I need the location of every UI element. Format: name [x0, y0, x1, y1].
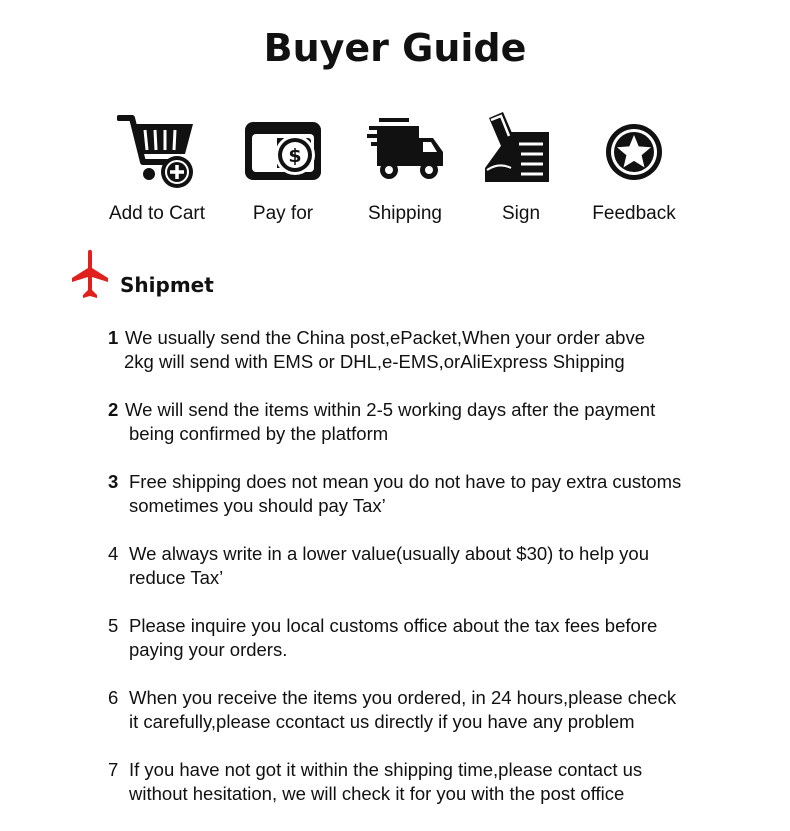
item-text-line2: being confirmed by the platform — [129, 423, 389, 444]
item-text-line1: If you have not got it within the shipping time,please contact us — [129, 759, 643, 780]
item-text-line2: sometimes you should pay Tax’ — [129, 495, 386, 516]
step-feedback — [569, 110, 699, 240]
shopping-cart-add-icon — [117, 110, 197, 190]
step-label: Pay for — [252, 203, 314, 224]
star-badge-icon — [594, 110, 674, 190]
item-text-line1: Free shipping does not mean you do not have to pay extra customs — [129, 471, 682, 492]
item-text-line1: We usually send the China post,ePacket,When your order abve — [125, 327, 646, 348]
item-text-line2: 2kg will send with EMS or DHL,e-EMS,orAliExpress Shipping — [124, 351, 625, 372]
item-text-line1: When you receive the items you ordered, in 24 hours,please check — [129, 687, 677, 708]
signature-document-icon — [481, 110, 561, 190]
item-number: 1 — [108, 327, 119, 348]
step-pay-for — [218, 110, 348, 240]
item-number: 6 — [108, 687, 119, 708]
step-label: Sign — [501, 203, 541, 224]
item-number: 3 — [108, 471, 119, 492]
section-heading — [70, 248, 470, 304]
airplane-icon — [70, 248, 110, 304]
item-text-line1: Please inquire you local customs office about the tax fees before — [129, 615, 658, 636]
item-text-line2: reduce Tax’ — [129, 567, 224, 588]
page-title: Buyer Guide — [263, 26, 527, 70]
step-label: Shipping — [368, 203, 442, 224]
item-text-line2: without hesitation, we will check it for you with the post office — [129, 783, 625, 804]
delivery-truck-icon — [365, 110, 445, 190]
item-number: 5 — [108, 615, 119, 636]
item-text-line1: We always write in a lower value(usually about $30) to help you — [129, 543, 649, 564]
step-shipping — [340, 110, 470, 240]
buyer-steps — [0, 110, 790, 240]
item-text-line2: paying your orders. — [129, 639, 288, 660]
item-number: 4 — [108, 543, 119, 564]
step-label: Add to Cart — [108, 203, 206, 224]
step-sign — [456, 110, 586, 240]
step-add-to-cart — [92, 110, 222, 240]
section-title: Shipmet — [120, 273, 214, 297]
item-text-line1: We will send the items within 2-5 working days after the payment — [125, 399, 656, 420]
svg-text:$: $ — [288, 145, 302, 167]
item-number: 2 — [108, 399, 119, 420]
step-label: Feedback — [592, 203, 676, 224]
item-number: 7 — [108, 759, 119, 780]
wallet-dollar-icon — [243, 110, 323, 190]
item-text-line2: it carefully,please ccontact us directly if you have any problem — [129, 711, 635, 732]
